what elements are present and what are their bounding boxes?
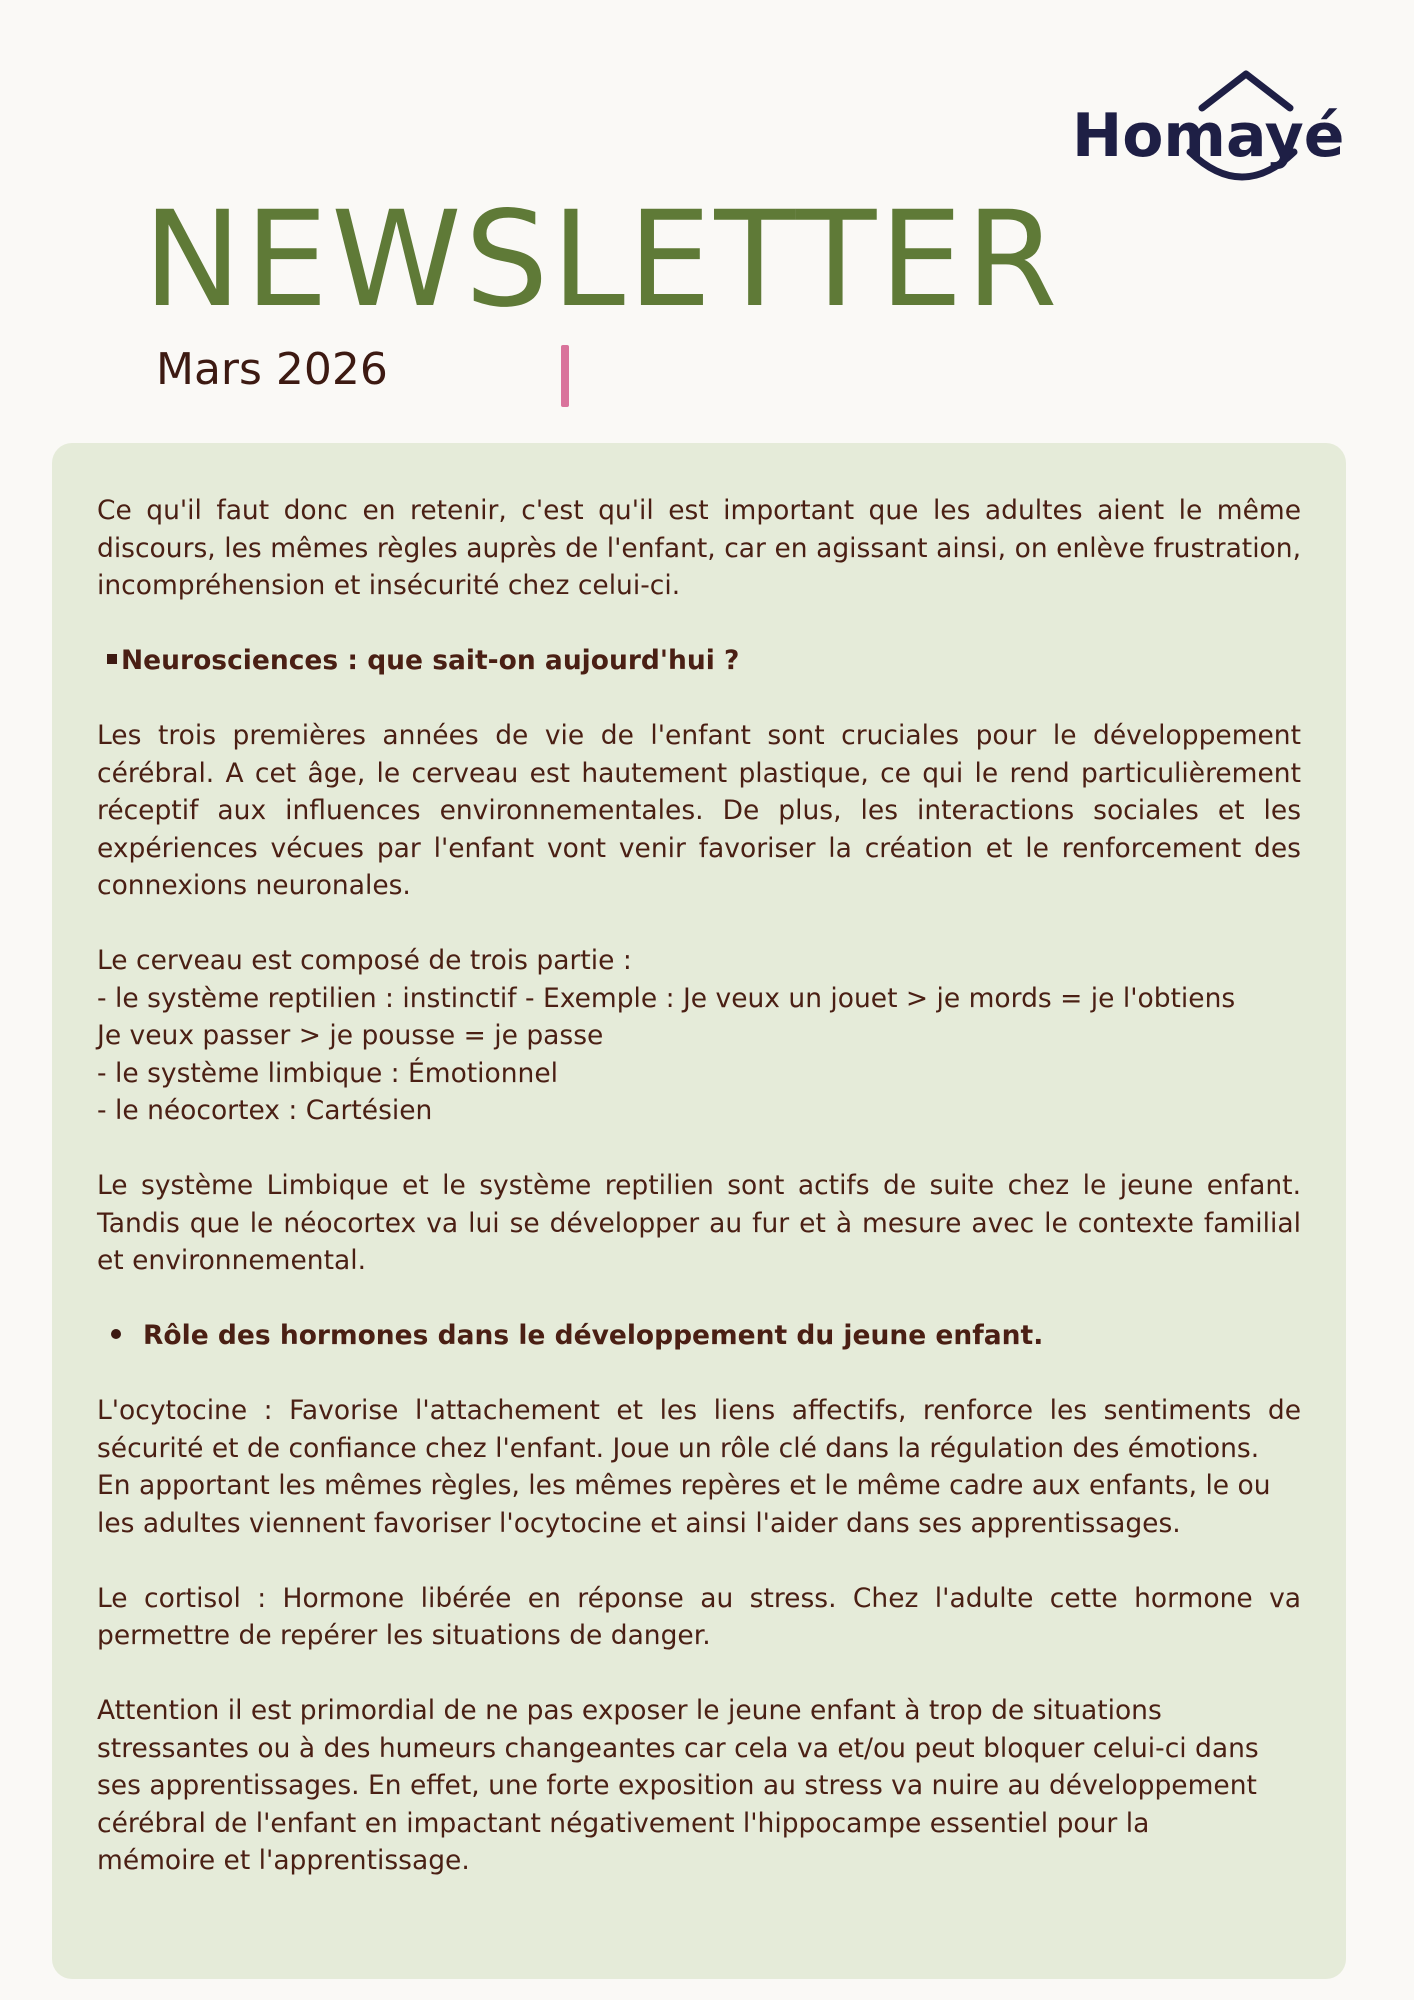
attention-line: cérébral de l'enfant en impactant négativement l'hippocampe essentiel pour la — [97, 1807, 1150, 1839]
heading-neurosciences — [97, 642, 1301, 680]
brain-line: - le système reptilien : instinctif - Exemple : Je veux un jouet > je mords = je l'obtiens — [97, 982, 1236, 1014]
brain-line: Le cerveau est composé de trois partie : — [97, 945, 632, 976]
cortisol-paragraph: Le cortisol : Hormone libérée en réponse au stress. Chez l'adulte cette hormone va permettre de repérer les situations de danger. — [97, 1582, 1301, 1651]
brain-line: - le système limbique : Émotionnel — [97, 1057, 559, 1089]
round-bullet-icon — [111, 1329, 121, 1339]
attention-line: mémoire et l'apprentissage. — [97, 1845, 470, 1876]
homaye-logo — [1072, 60, 1357, 200]
issue-date: Mars 2026 — [156, 344, 388, 395]
neuro-paragraph: Les trois premières années de vie de l'enfant sont cruciales pour le développement cérébral. A cet âge, le cerveau est hautement plastique, ce qui le rend particulièrement réceptif aux influences environnementales. De plus, les interactions sociales et les expériences vécues par l'enfant vont venir favoriser la création et le renforcement des connexions neuronales. — [97, 720, 1301, 901]
square-bullet-icon — [107, 654, 117, 664]
heading-hormones-text: Rôle des hormones dans le développement du jeune enfant. — [143, 1320, 1044, 1351]
attention-line: Attention il est primordial de ne pas exposer le jeune enfant à trop de situations — [97, 1695, 1162, 1726]
heading-hormones — [97, 1317, 1301, 1355]
pink-accent-bar — [561, 345, 569, 407]
attention-line: ses apprentissages. En effet, une forte exposition au stress va nuire au développement — [97, 1770, 1257, 1801]
content-box — [52, 443, 1346, 1979]
intro-paragraph: Ce qu'il faut donc en retenir, c'est qu'il est important que les adultes aient le même discours, les mêmes règles auprès de l'enfant, car en agissant ainsi, on enlève frustration, incompréhension et insécurité chez celui-ci. — [97, 495, 1301, 601]
brain-line: Je veux passer > je pousse = je passe — [97, 1020, 604, 1051]
limbic-paragraph: Le système Limbique et le système reptilien sont actifs de suite chez le jeune enfant. Tandis que le néocortex va lui se développer au fur et à mesure avec le contexte familial et environnemental. — [97, 1170, 1301, 1276]
heading-neurosciences-text: Neurosciences : que sait-on aujourd'hui ? — [121, 645, 740, 676]
brain-line: - le néocortex : Cartésien — [97, 1095, 433, 1126]
page-title: NEWSLETTER — [143, 183, 1061, 337]
logo-wordmark: Homayé — [1072, 101, 1345, 171]
ocytocine-line: En apportant les mêmes règles, les mêmes repères et le même cadre aux enfants, le ou — [97, 1470, 1271, 1501]
ocytocine-paragraph: L'ocytocine : Favorise l'attachement et les liens affectifs, renforce les sentiments de sécurité et de confiance chez l'enfant. Joue un rôle clé dans la régulation des émotions. — [97, 1395, 1301, 1464]
attention-line: stressantes ou à des humeurs changeantes car cela va et/ou peut bloquer celui-ci dans — [97, 1732, 1259, 1764]
ocytocine-line: les adultes viennent favoriser l'ocytocine et ainsi l'aider dans ses apprentissages. — [97, 1507, 1181, 1539]
